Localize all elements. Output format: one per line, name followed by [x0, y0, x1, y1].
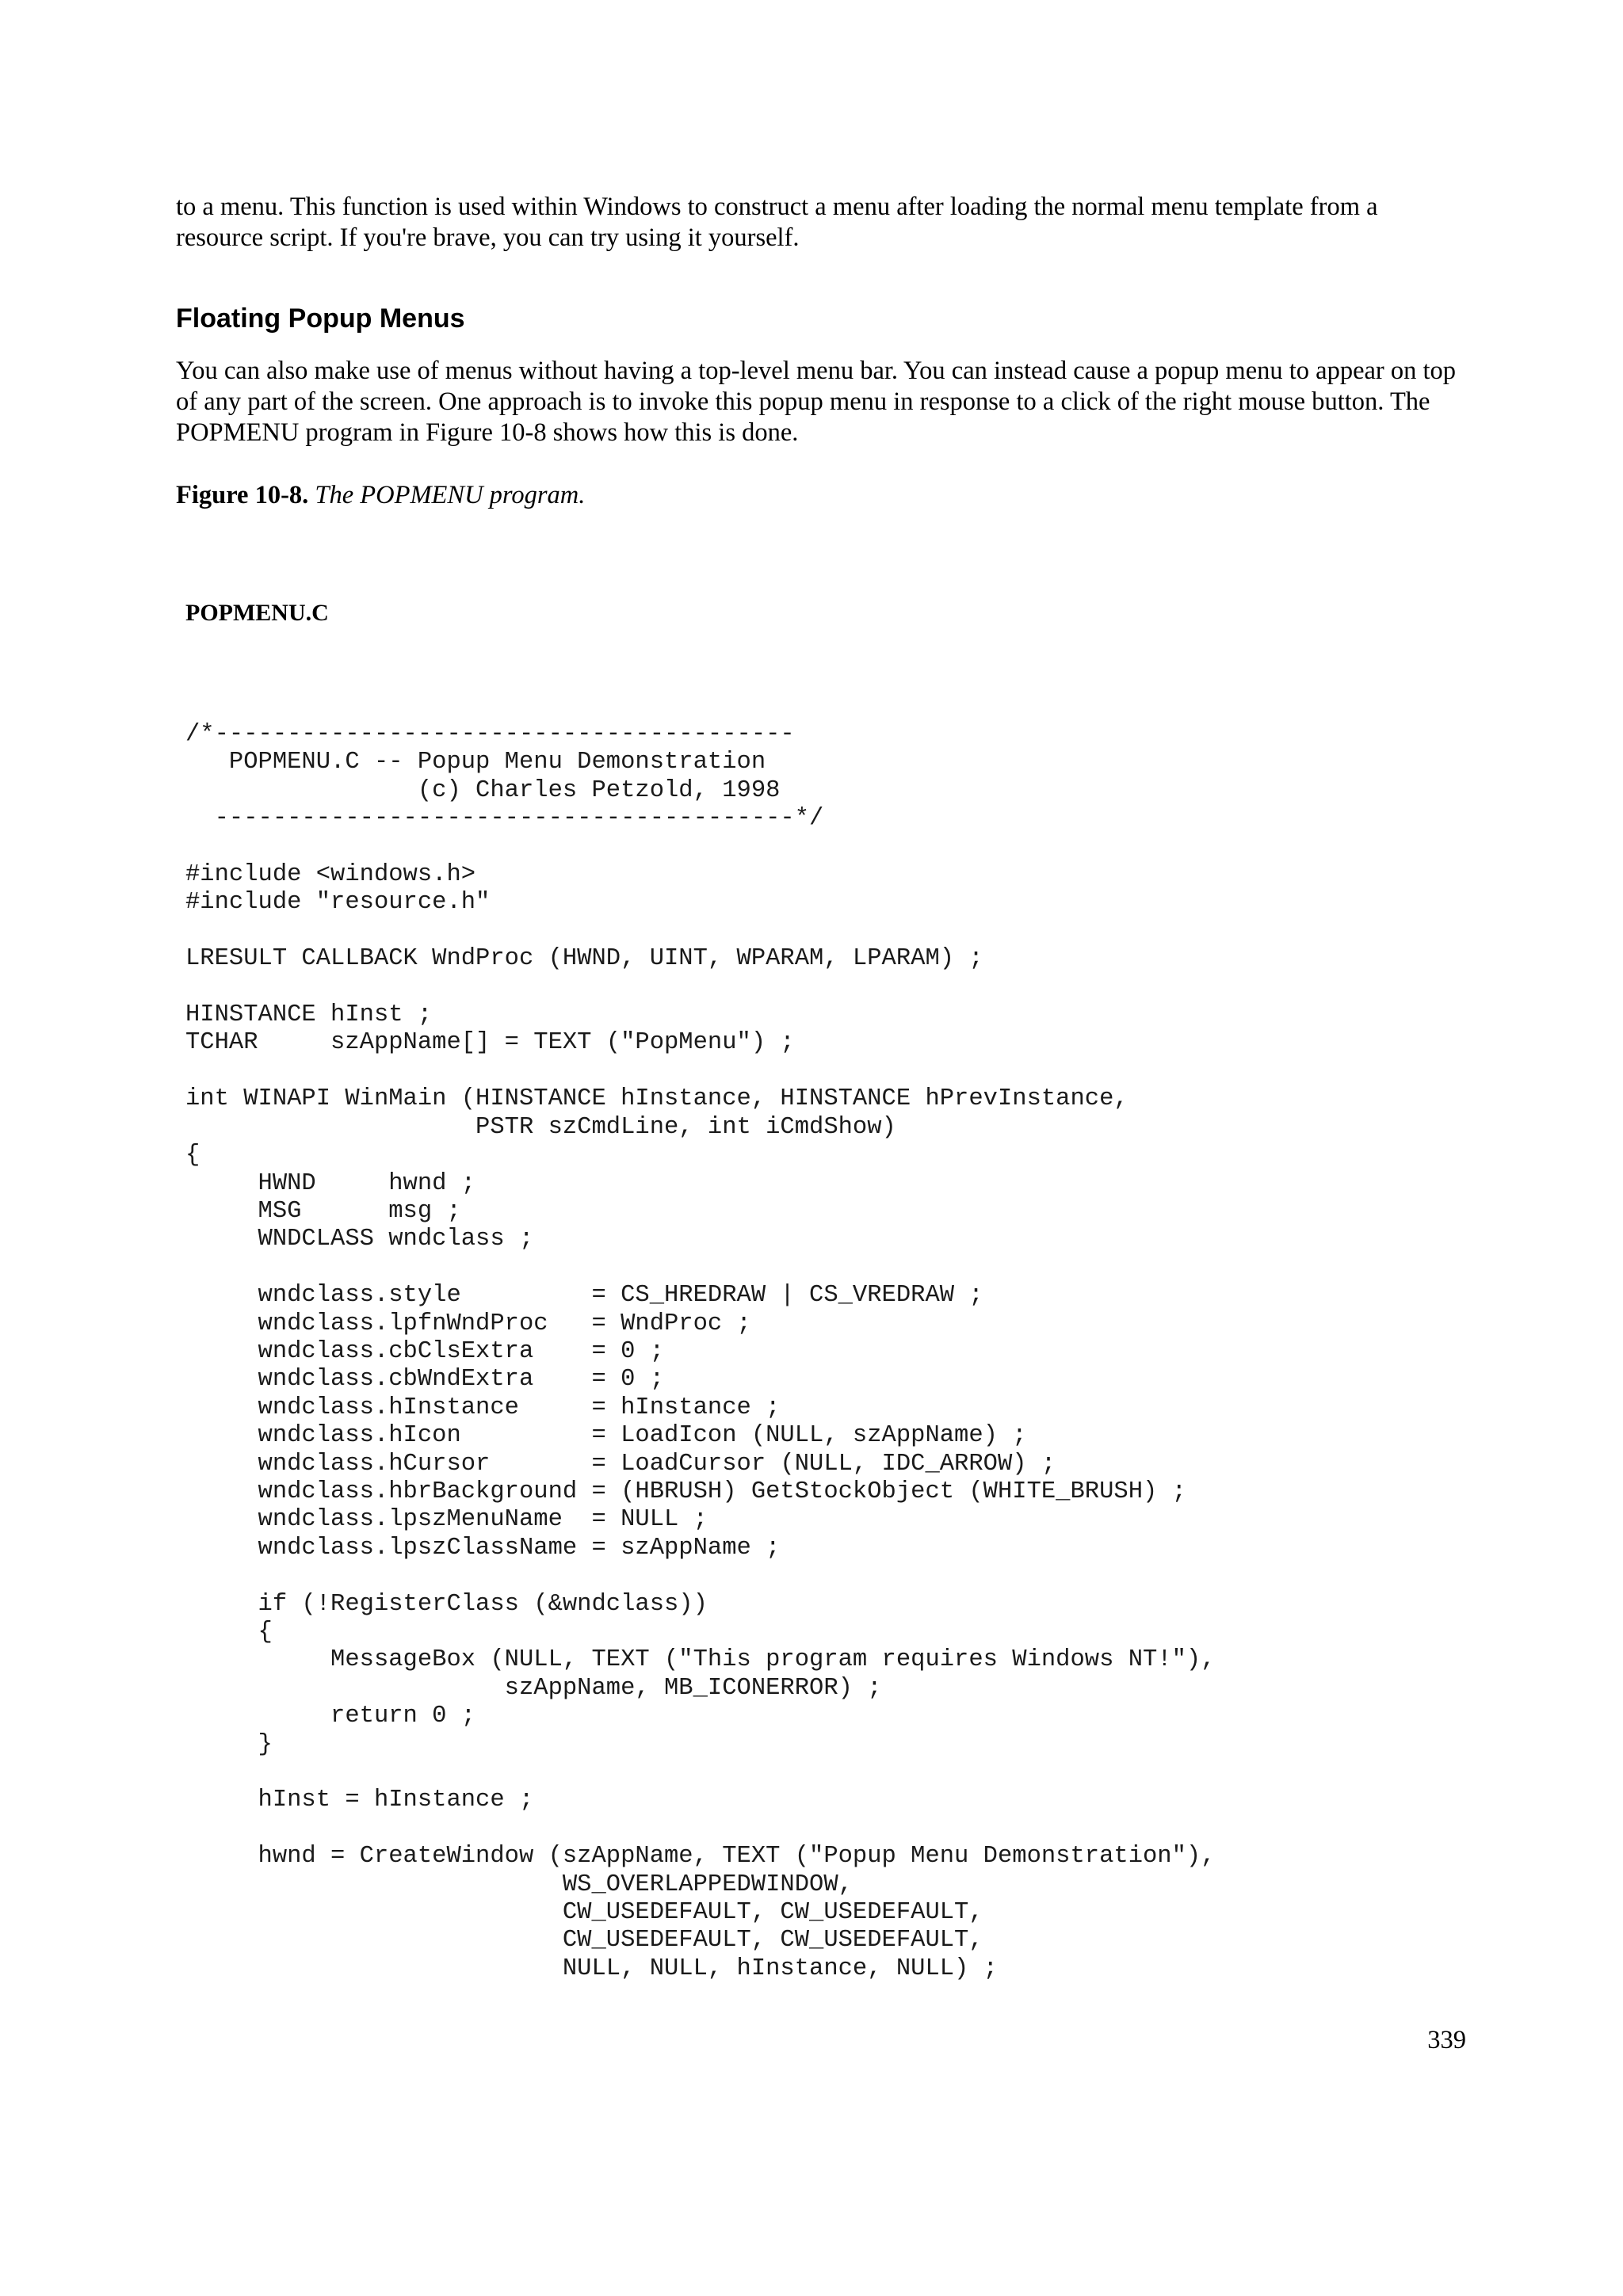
code-listing: /*---------------------------------------- POPMENU.C -- Popup Menu Demonstration (c) Charles Petzold, 1998 ----------------------------------------*/ #include <windows.h> #include "resource.h" LRESULT CALLBACK WndProc (HWND, UINT, WPARAM, LPARAM) ; HINSTANCE hInst ; TCHAR szAppName[] = TEXT ("PopMenu") ; int WINAPI WinMain (HINSTANCE hInstance, HINSTANCE hPrevInstance, PSTR szCmdLine, int iCmdShow) { HWND hwnd ; MSG msg ; WNDCLASS wndclass ; wndclass.style = CS_HREDRAW | CS_VREDRAW ; wndclass.lpfnWndProc = WndProc ; wndclass.cbClsExtra = 0 ; wndclass.cbWndExtra = 0 ; wndclass.hInstance = hInstance ; wndclass.hIcon = LoadIcon (NULL, szAppName) ; wndclass.hCursor = LoadCursor (NULL, IDC_ARROW) ; wndclass.hbrBackground = (HBRUSH) GetStockObject (WHITE_BRUSH) ; wndclass.lpszMenuName = NULL ; wndclass.lpszClassName = szAppName ; if (!RegisterClass (&wndclass)) { MessageBox (NULL, TEXT ("This program requires Windows NT!"), szAppName, MB_ICONERROR) ; return 0 ; } hInst = hInstance ; hwnd = CreateWindow (szAppName, TEXT ("Popup Menu Demonstration"), WS_OVERLAPPEDWINDOW, CW_USEDEFAULT, CW_USEDEFAULT, CW_USEDEFAULT, CW_USEDEFAULT, NULL, NULL, hInstance, NULL) ; [185, 721, 1216, 1982]
figure-title: The POPMENU program. [315, 481, 586, 509]
body-paragraph: You can also make use of menus without having a top-level menu bar. You can instead cause a popup menu to appear on top of any part of the screen. One approach is to invoke this popup menu in response to a click of the right mouse button. The POPMENU program in Figure 10-8 shows how this is done. [176, 357, 1457, 447]
listing-filename: POPMENU.C [185, 600, 329, 626]
section-heading: Floating Popup Menus [176, 303, 465, 334]
figure-label: Figure 10-8. [176, 481, 309, 509]
figure-caption [176, 479, 585, 511]
page-number: 339 [1427, 2026, 1466, 2054]
intro-paragraph: to a menu. This function is used within Windows to construct a menu after loading the normal menu template from a resource script. If you're brave, you can try using it yourself. [176, 193, 1378, 252]
